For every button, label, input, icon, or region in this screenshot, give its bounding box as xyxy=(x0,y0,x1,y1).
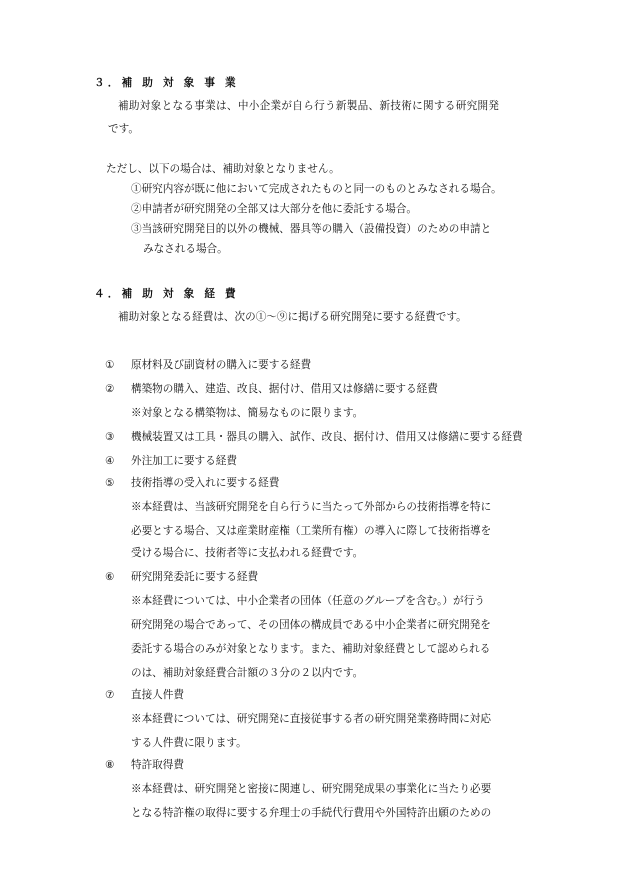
item-number: ④ xyxy=(105,455,115,467)
section-4-heading: ４．補 助 対 象 経 費 xyxy=(94,288,239,300)
item-note: 委託する場合のみが対象となります。また、補助対象経費として認められる xyxy=(131,643,491,655)
item-note: する人件費に限ります。 xyxy=(131,737,247,749)
item-note: のは、補助対象経費合計額の３分の２以内です。 xyxy=(131,667,364,679)
section-3-heading: ３．補 助 対 象 事 業 xyxy=(94,77,239,89)
item-number: ① xyxy=(105,359,115,371)
item-note: ※本経費については、中小企業者の団体（任意のグループを含む。）が行う xyxy=(131,595,485,607)
section-3-intro-line-1: 補助対象となる事業は、中小企業が自ら行う新製品、新技術に関する研究開発 xyxy=(118,100,500,112)
item-number: ③ xyxy=(105,431,115,443)
exclusion-item: ③当該研究開発目的以外の機械、器具等の購入（設備投資）のための申請と xyxy=(131,223,492,235)
item-text: 外注加工に要する経費 xyxy=(131,455,237,467)
section-3-intro-line-2: です。 xyxy=(108,123,139,135)
item-number: ⑥ xyxy=(105,571,115,583)
item-note: ※本経費は、研究開発と密接に関連し、研究開発成果の事業化に当たり必要 xyxy=(131,783,492,795)
item-text: 構築物の購入、建造、改良、据付け、借用又は修繕に要する経費 xyxy=(131,383,438,395)
item-note: となる特許権の取得に要する弁理士の手続代行費用や外国特許出願のための xyxy=(131,807,492,819)
item-text: 研究開発委託に要する経費 xyxy=(131,571,259,583)
exclusion-item-continued: みなされる場合。 xyxy=(143,243,228,255)
item-note: 受ける場合に、技術者等に支払われる経費です。 xyxy=(131,547,364,559)
item-note: ※本経費は、当該研究開発を自ら行うに当たって外部からの技術指導を特に xyxy=(131,501,492,513)
item-note: 研究開発の場合であって、その団体の構成員である中小企業者に研究開発を xyxy=(131,619,491,631)
item-text: 機械装置又は工具・器具の購入、試作、改良、据付け、借用又は修繕に要する経費 xyxy=(131,431,523,443)
item-note: 必要とする場合、又は産業財産権（工業所有権）の導入に際して技術指導を xyxy=(131,525,492,537)
item-text: 技術指導の受入れに要する経費 xyxy=(131,477,280,489)
exclusion-item: ①研究内容が既に他において完成されたものと同一のものとみなされる場合。 xyxy=(131,183,502,195)
section-4-intro: 補助対象となる経費は、次の①～⑨に掲げる研究開発に要する経費です。 xyxy=(118,311,467,323)
item-text: 原材料及び副資材の購入に要する経費 xyxy=(131,359,312,371)
item-number: ⑤ xyxy=(105,477,115,489)
item-number: ⑧ xyxy=(105,759,115,771)
item-text: 直接人件費 xyxy=(131,689,184,701)
exclusion-lead: ただし、以下の場合は、補助対象となりません。 xyxy=(106,163,340,175)
item-number: ⑦ xyxy=(105,689,115,701)
item-number: ② xyxy=(105,383,115,395)
item-note: ※本経費については、研究開発に直接従事する者の研究開発業務時間に対応 xyxy=(131,713,491,725)
item-text: 特許取得費 xyxy=(131,759,184,771)
exclusion-item: ②申請者が研究開発の全部又は大部分を他に委託する場合。 xyxy=(131,203,418,215)
item-note: ※対象となる構築物は、簡易なものに限ります。 xyxy=(131,407,364,419)
